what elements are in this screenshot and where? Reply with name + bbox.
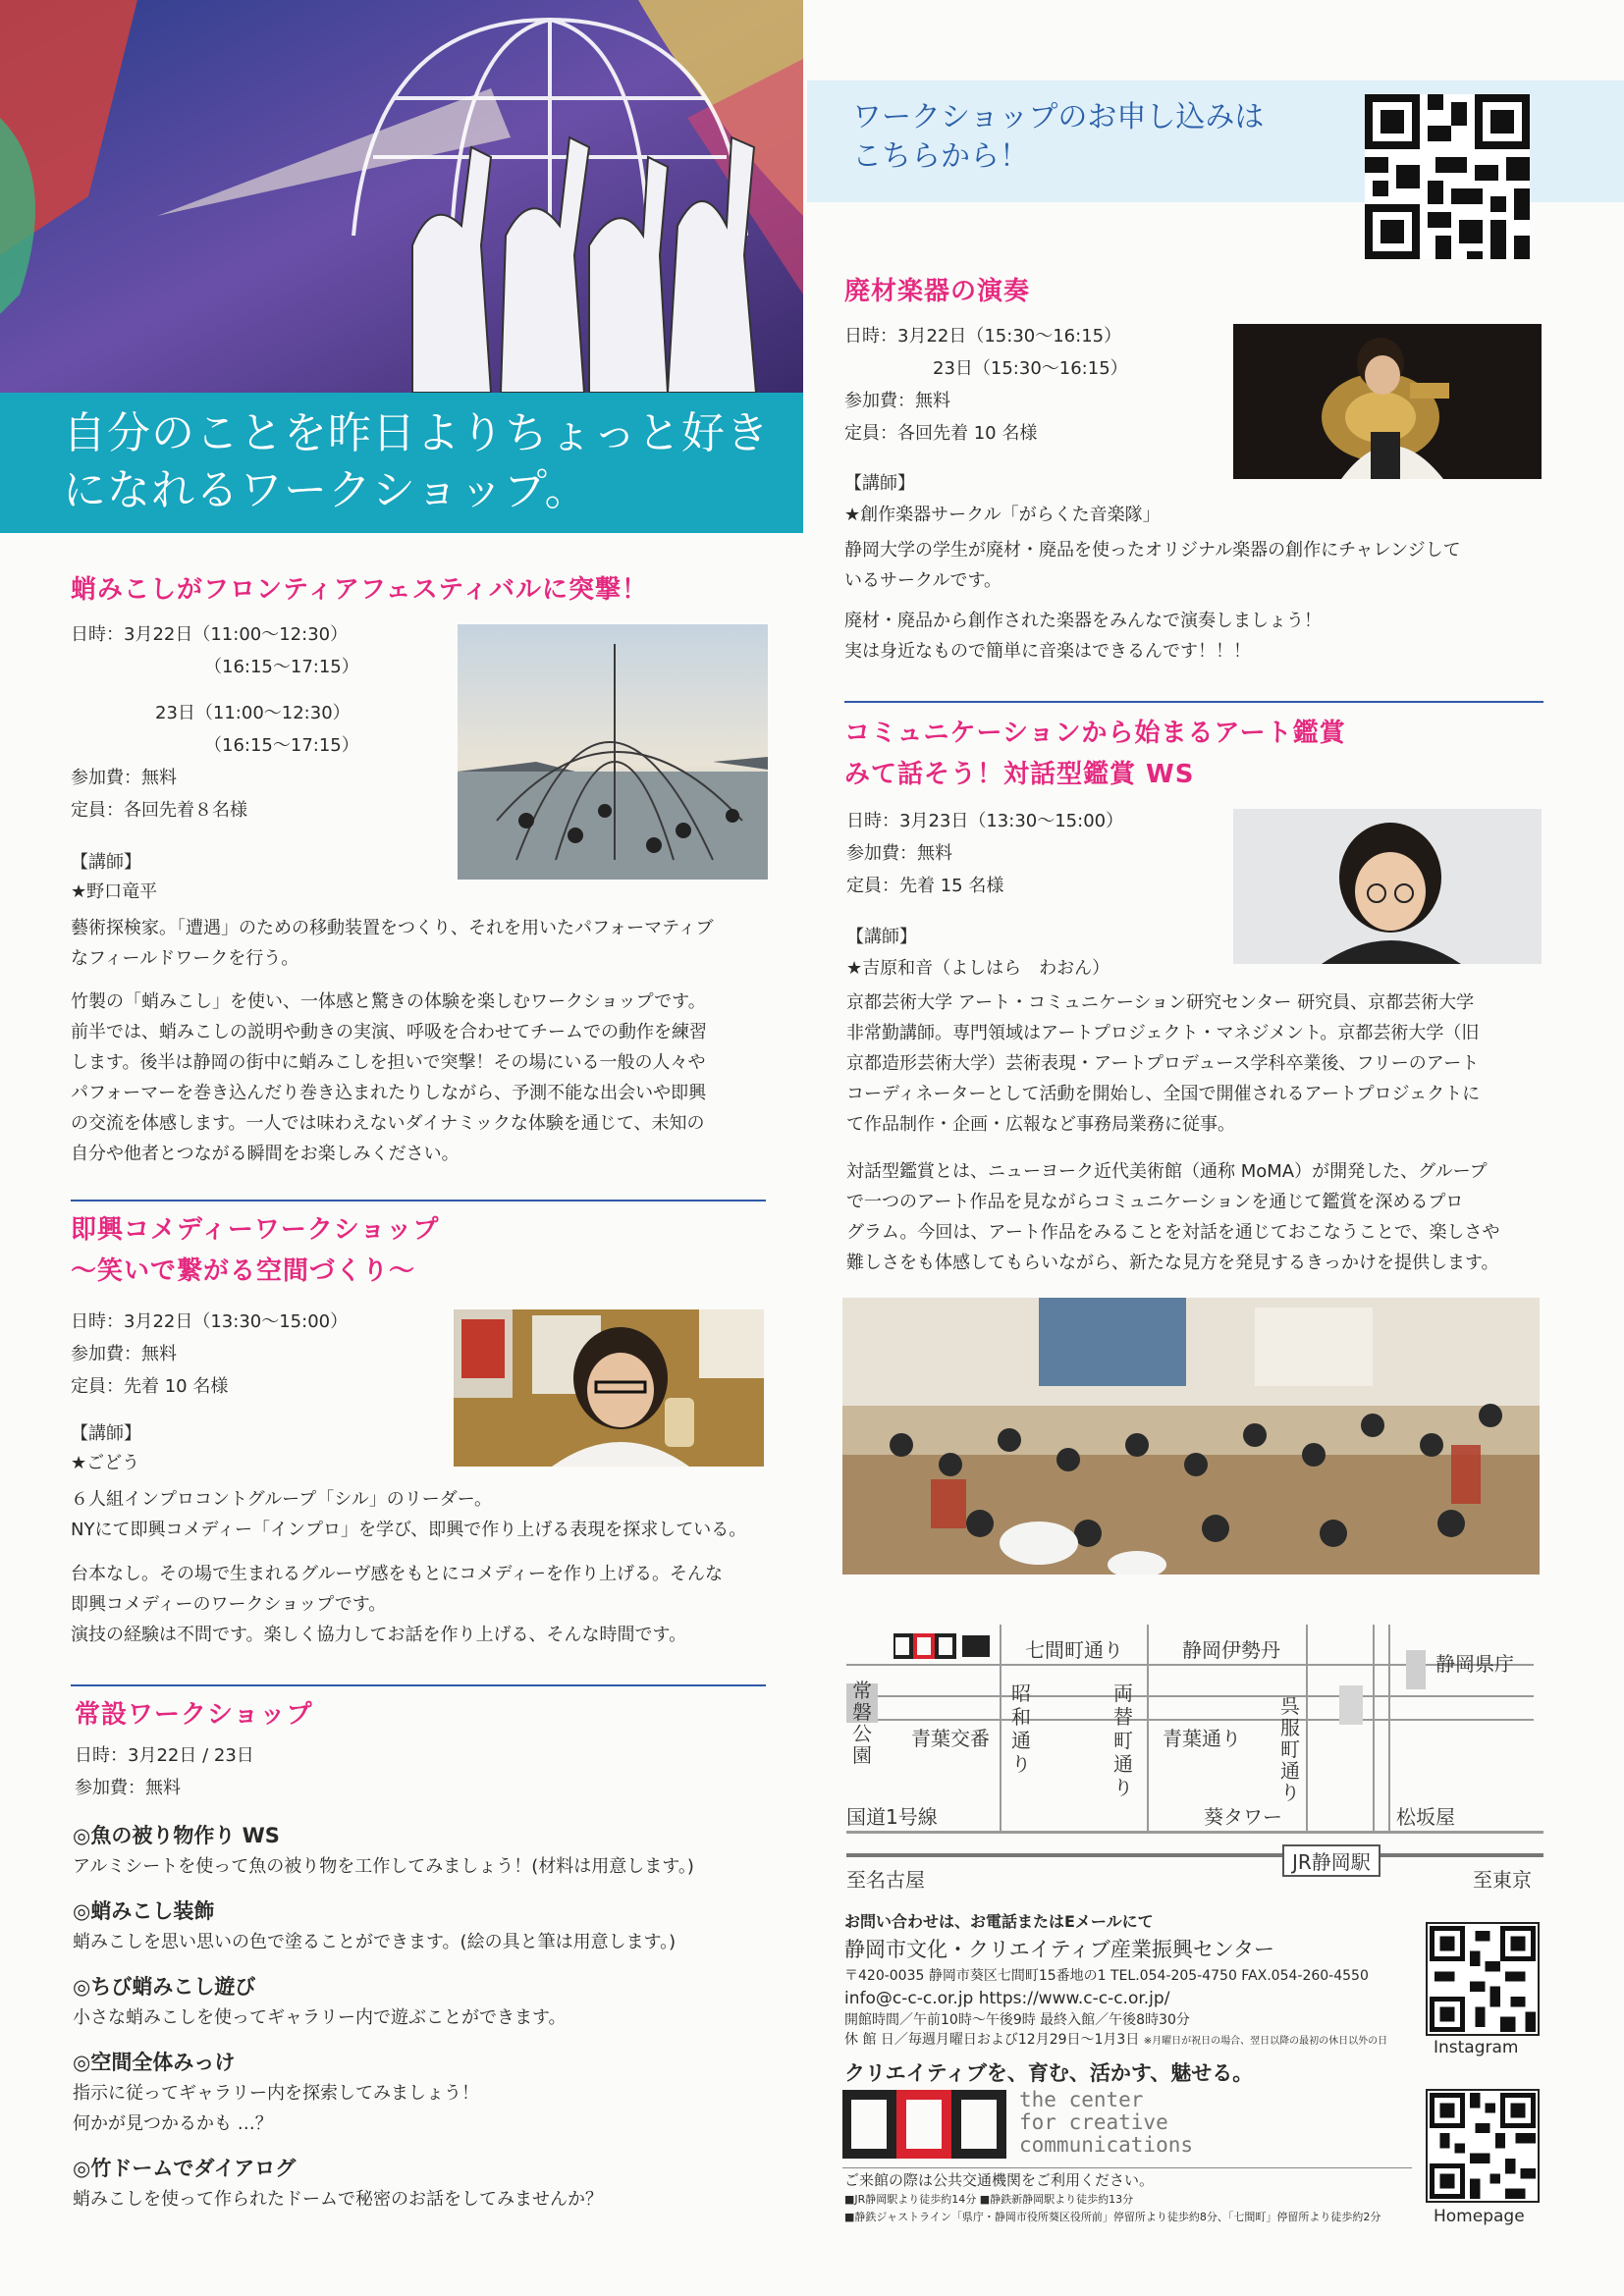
ccc-logo-mark-icon bbox=[842, 2089, 1009, 2160]
ws3-title: 常設ワークショップ bbox=[75, 1700, 313, 1730]
ws2-title-line1: 即興コメディーワークショップ bbox=[71, 1215, 440, 1245]
ws1-desc-line6: 自分や他者とつながる瞬間をお楽しみください。 bbox=[71, 1144, 460, 1164]
map-label-matsuzakaya: 松坂屋 bbox=[1396, 1805, 1455, 1829]
ws2-description bbox=[71, 1559, 787, 1650]
ws3-item-4-head: ◎空間全体みっけ bbox=[73, 2051, 236, 2074]
access-map[interactable] bbox=[842, 1625, 1542, 1890]
map-label-ryogae: 両替町通り bbox=[1113, 1682, 1133, 1799]
map-label-showa: 昭和通り bbox=[1011, 1682, 1031, 1776]
ws3-item-5-head: ◎竹ドームでダイアログ bbox=[73, 2157, 297, 2180]
map-road-gofuku bbox=[1306, 1625, 1308, 1833]
ws2-fee: 参加費：無料 bbox=[71, 1344, 177, 1364]
map-road-east2 bbox=[1388, 1625, 1390, 1833]
contact-hours: 開館時間／午前10時〜午後9時 最終入館／午後8時30分 bbox=[844, 2012, 1190, 2028]
map-label-aoba-dori: 青葉通り bbox=[1163, 1727, 1241, 1750]
ws4-capacity: 定員：各回先着 10 名様 bbox=[844, 423, 1038, 444]
ws1-date-line3: 23日（11:00〜12:30） bbox=[155, 703, 351, 723]
ws4-date-line2: 23日（15:30〜16:15） bbox=[933, 358, 1128, 379]
transit-note: ご来館の際は公共交通機関をご利用ください。 bbox=[844, 2171, 1155, 2189]
divider-ws2 bbox=[71, 1684, 766, 1686]
map-kencho-block bbox=[1406, 1650, 1426, 1689]
ws1-description bbox=[71, 987, 787, 1169]
ws4-instructor-label: 【講師】 bbox=[844, 473, 915, 494]
ws1-photo-image bbox=[458, 624, 768, 880]
ws2-bio-line1: ６人組インプロコントグループ「シル」のリーダー。 bbox=[71, 1489, 493, 1510]
map-label-isetan: 静岡伊勢丹 bbox=[1182, 1638, 1280, 1662]
hero-image bbox=[0, 0, 803, 393]
ws2-instructor-name: ★ごどう bbox=[71, 1453, 140, 1473]
ws4-description bbox=[844, 606, 1551, 667]
ws1-instructor-label: 【講師】 bbox=[71, 852, 141, 873]
ws5-photo-image bbox=[1233, 809, 1542, 964]
homepage-label: Homepage bbox=[1434, 2207, 1525, 2226]
ws3-item-4-text2: 何かが見つかるかも …？ bbox=[73, 2113, 273, 2134]
ws4-desc-line2: 実は身近なもので簡単に音楽はできるんです！！！ bbox=[844, 641, 1251, 662]
ws1-title: 蛸みこしがフロンティアフェスティバルに突撃！ bbox=[71, 575, 649, 605]
ws5-info bbox=[846, 805, 1123, 902]
ws3-item-1-head: ◎魚の被り物作り WS bbox=[73, 1824, 280, 1847]
ws5-date: 日時：3月23日（13:30〜15:00） bbox=[846, 811, 1124, 831]
ws1-info bbox=[71, 618, 444, 827]
contact-email[interactable]: info@c-c-c.or.jp https://www.c-c-c.or.jp/ bbox=[844, 1989, 1170, 2008]
map-road-top bbox=[846, 1664, 1534, 1666]
ws3-item-3-text: 小さな蛸みこしを使ってギャラリー内で遊ぶことができます。 bbox=[73, 2007, 567, 2028]
logo-en-line3: communications bbox=[1019, 2133, 1194, 2157]
map-road-mid2 bbox=[846, 1719, 1534, 1721]
ws2-bio bbox=[71, 1484, 787, 1545]
divider-ws1 bbox=[71, 1200, 766, 1201]
ws5-bio-line5: て作品制作・企画・広報など事務局業務に従事。 bbox=[846, 1114, 1235, 1135]
ccc-logo[interactable] bbox=[842, 2089, 1274, 2160]
map-label-route1: 国道1号線 bbox=[846, 1805, 938, 1829]
map-label-tokiwa: 常磐公園 bbox=[852, 1679, 872, 1767]
ws5-desc-line1: 対話型鑑賞とは、ニューヨーク近代美術館（通称 MoMA）が開発した、グループ bbox=[846, 1161, 1488, 1182]
ws4-photo-image bbox=[1233, 324, 1542, 479]
map-road-route1 bbox=[846, 1831, 1543, 1834]
contact-address: 〒420-0035 静岡市葵区七間町15番地の1 TEL.054-205-4750 FAX.054-260-4550 bbox=[844, 1968, 1369, 1984]
ws3-item-3 bbox=[73, 1971, 799, 2033]
ws5-group-photo bbox=[842, 1298, 1540, 1575]
ws2-desc-line1: 台本なし。その場で生まれるグルーヴ感をもとにコメディーを作り上げる。そんな bbox=[71, 1564, 724, 1584]
ws4-bio-line2: いるサークルです。 bbox=[844, 570, 1002, 591]
divider-ws4 bbox=[844, 701, 1543, 703]
ws3-item-4 bbox=[73, 2047, 799, 2139]
ws5-description bbox=[846, 1156, 1553, 1278]
ws2-photo-image bbox=[454, 1309, 764, 1467]
map-label-to-tokyo: 至東京 bbox=[1473, 1868, 1532, 1892]
logo-en-line2: for creative bbox=[1019, 2110, 1168, 2134]
contact-block bbox=[844, 1910, 1434, 2091]
ws5-instructor-name: ★吉原和音（よしはら わおん） bbox=[846, 958, 1110, 979]
signup-qr-code[interactable] bbox=[1365, 94, 1530, 259]
ws1-capacity: 定員：各回先着８名様 bbox=[71, 800, 247, 821]
ws4-fee: 参加費：無料 bbox=[844, 391, 950, 411]
ws3-item-3-head: ◎ちび蛸みこし遊び bbox=[73, 1975, 256, 1999]
contact-tagline: クリエイティブを、育む、活かす、魅せる。 bbox=[844, 2061, 1254, 2085]
ws5-desc-line2: で一つのアート作品を見ながらコミュニケーションを通じて鑑賞を深めるプロ bbox=[846, 1192, 1464, 1212]
ws5-bio-line3: 京都造形芸術大学）芸術表現・アートプロデュース学科卒業後、フリーのアート bbox=[846, 1053, 1480, 1074]
signup-line1: ワークショップのお申し込みは bbox=[852, 100, 1265, 134]
instagram-qr-icon bbox=[1430, 1926, 1536, 2032]
ws4-instructor-name: ★創作楽器サークル「がらくた音楽隊」 bbox=[844, 505, 1161, 525]
signup-text bbox=[852, 98, 1264, 177]
ws2-date: 日時：3月22日（13:30〜15:00） bbox=[71, 1311, 349, 1332]
ws1-date-line1: 日時：3月22日（11:00〜12:30） bbox=[71, 624, 349, 645]
ws2-instructor-label: 【講師】 bbox=[71, 1423, 141, 1444]
ws5-bio-line1: 京都芸術大学 アート・コミュニケーション研究センター 研究員、京都芸術大学 bbox=[846, 992, 1475, 1013]
ws1-desc-line5: の交流を体感します。一人では味わえないダイナミックな体験を通じて、未知の bbox=[71, 1113, 705, 1134]
ws1-date-line2: （16:15〜17:15） bbox=[204, 657, 359, 677]
qr-icon bbox=[1365, 94, 1530, 259]
ws3-item-2 bbox=[73, 1896, 799, 1957]
ws5-group-photo-image bbox=[842, 1298, 1540, 1575]
contact-closed-text: 休 館 日／毎週月曜日および12月29日〜1月3日 bbox=[844, 2032, 1140, 2048]
ws4-bio-line1: 静岡大学の学生が廃材・廃品を使ったオリジナル楽器の創作にチャレンジして bbox=[844, 540, 1461, 561]
ws1-bio-line1: 藝術探検家。「遭遇」のための移動装置をつくり、それを用いたパフォーマティブ bbox=[71, 918, 714, 938]
ws2-capacity: 定員：先着 10 名様 bbox=[71, 1376, 229, 1397]
ws1-desc-line3: します。後半は静岡の街中に蛸みこしを担いで突撃！その場にいる一般の人々や bbox=[71, 1052, 706, 1073]
map-label-gofuku: 呉服町通り bbox=[1280, 1694, 1300, 1804]
ws2-bio-line2: NYにて即興コメディー「インプロ」を学び、即興で作り上げる表現を探求している。 bbox=[71, 1520, 747, 1540]
ws3-item-2-head: ◎蛸みこし装飾 bbox=[73, 1899, 215, 1923]
ws5-desc-line4: 難しさをも体感してもらいながら、新たな見方を発見するきっかけを提供します。 bbox=[846, 1253, 1499, 1273]
contact-org: 静岡市文化・クリエイティブ産業振興センター bbox=[844, 1938, 1275, 1961]
hero-illustration bbox=[0, 0, 803, 393]
ws3-item-1 bbox=[73, 1820, 799, 1882]
ws4-info bbox=[844, 320, 1128, 450]
homepage-qr-code[interactable] bbox=[1426, 2089, 1540, 2203]
contact-closed-note: ※月曜日が祝日の場合、翌日以降の最初の休日以外の日 bbox=[1143, 2036, 1388, 2047]
hero-headline-line2: になれるワークショップ。 bbox=[63, 465, 589, 515]
map-isetan-block bbox=[1339, 1685, 1363, 1725]
ws5-title bbox=[844, 713, 1346, 795]
ws1-bio-line2: なフィールドワークを行う。 bbox=[71, 948, 299, 969]
ws4-date-line1: 日時：3月22日（15:30〜16:15） bbox=[844, 326, 1122, 347]
signup-line2: こちらから！ bbox=[852, 139, 1029, 174]
contact-heading: お問い合わせは、お電話またはEメールにて bbox=[844, 1912, 1154, 1931]
ccc-logo-icon bbox=[893, 1632, 992, 1660]
ws3-info bbox=[75, 1739, 254, 1804]
ws5-photo bbox=[1233, 809, 1542, 964]
ws2-info bbox=[71, 1306, 348, 1403]
ws5-title-line2: みて話そう！対話型鑑賞 WS bbox=[844, 760, 1195, 789]
ws3-date: 日時：3月22日 / 23日 bbox=[75, 1745, 254, 1766]
instagram-label: Instagram bbox=[1434, 2038, 1519, 2057]
ws1-desc-line1: 竹製の「蛸みこし」を使い、一体感と驚きの体験を楽しむワークショップです。 bbox=[71, 991, 706, 1012]
ws2-title bbox=[71, 1209, 439, 1292]
ws3-item-5-text: 蛸みこしを使って作られたドームで秘密のお話をしてみませんか？ bbox=[73, 2189, 603, 2210]
map-railway bbox=[846, 1853, 1543, 1857]
map-label-kencho: 静岡県庁 bbox=[1435, 1652, 1514, 1676]
map-road-showa bbox=[1000, 1625, 1001, 1833]
ws5-desc-line3: グラム。今回は、アート作品をみることを対話を通じておこなうことで、楽しさや bbox=[846, 1222, 1500, 1243]
ws5-capacity: 定員：先着 15 名様 bbox=[846, 876, 1004, 896]
ccc-map-logo bbox=[893, 1632, 992, 1660]
ws5-fee: 参加費：無料 bbox=[846, 843, 952, 864]
ws5-bio-line4: コーディネーターとして活動を開始し、全国で開催されるアートプロジェクトに bbox=[846, 1084, 1481, 1104]
ws1-desc-line2: 前半では、蛸みこしの説明や動きの実演、呼吸を合わせてチームでの動作を練習 bbox=[71, 1022, 707, 1042]
ws4-photo bbox=[1233, 324, 1542, 479]
homepage-qr-icon bbox=[1430, 2093, 1536, 2199]
ws1-date-line4: （16:15〜17:15） bbox=[204, 735, 359, 756]
access-line1: ■JR静岡駅より徒歩約14分 ■静鉄新静岡駅より徒歩約13分 bbox=[844, 2193, 1134, 2206]
map-road-mid bbox=[846, 1695, 1534, 1697]
map-road-east bbox=[1373, 1625, 1375, 1833]
hero-headline-line1: 自分のことを昨日よりちょっと好き bbox=[63, 408, 770, 458]
ws5-bio-line2: 非常勤講師。専門領域はアートプロジェクト・マネジメント。京都芸術大学（旧 bbox=[846, 1023, 1480, 1043]
ws3-item-1-text: アルミシートを使って魚の被り物を工作してみましょう！(材料は用意します。) bbox=[73, 1856, 694, 1877]
ws1-bio bbox=[71, 913, 778, 974]
map-label-station: JR静岡駅 bbox=[1282, 1844, 1380, 1877]
instagram-qr-code[interactable] bbox=[1426, 1922, 1540, 2036]
ws2-photo bbox=[454, 1309, 764, 1467]
ws2-desc-line3: 演技の経験は不問です。楽しく協力してお話を作り上げる、そんな時間です。 bbox=[71, 1625, 687, 1645]
ws3-fee: 参加費：無料 bbox=[75, 1778, 181, 1798]
ws4-bio bbox=[844, 535, 1551, 596]
ws1-fee: 参加費：無料 bbox=[71, 768, 177, 788]
access-line2: ■静鉄ジャストライン「県庁・静岡市役所葵区役所前」停留所より徒歩約8分、「七間町」停留所より徒歩約2分 bbox=[844, 2211, 1381, 2223]
ws5-title-line1: コミュニケーションから始まるアート鑑賞 bbox=[844, 719, 1346, 748]
ws4-desc-line1: 廃材・廃品から創作された楽器をみんなで演奏しましょう！ bbox=[844, 611, 1322, 631]
ws5-bio bbox=[846, 988, 1553, 1140]
ws3-item-5 bbox=[73, 2153, 799, 2215]
transit-block bbox=[844, 2169, 1453, 2226]
ws4-title: 廃材楽器の演奏 bbox=[844, 277, 1031, 306]
ws1-instructor-name: ★野口竜平 bbox=[71, 881, 158, 902]
map-label-shichiken: 七間町通り bbox=[1025, 1638, 1123, 1662]
map-label-aoi: 葵タワー bbox=[1204, 1805, 1282, 1829]
ws5-instructor-label: 【講師】 bbox=[846, 927, 917, 947]
ws1-photo bbox=[458, 624, 768, 880]
map-label-aoba-koban: 青葉交番 bbox=[911, 1727, 990, 1750]
ws2-desc-line2: 即興コメディーのワークショップです。 bbox=[71, 1594, 387, 1615]
map-road-ryogae bbox=[1147, 1625, 1149, 1833]
contact-closed bbox=[844, 2030, 1434, 2052]
logo-en-line1: the center bbox=[1019, 2088, 1144, 2111]
ws3-activity-list bbox=[73, 1820, 799, 2215]
ws3-item-4-text: 指示に従ってギャラリー内を探索してみましょう！ bbox=[73, 2083, 479, 2104]
hero-headline-band bbox=[0, 393, 803, 533]
footer-divider bbox=[842, 2167, 1412, 2168]
ws1-desc-line4: パフォーマーを巻き込んだり巻き込まれたりしながら、予測不能な出会いや即興 bbox=[71, 1083, 707, 1103]
map-label-to-nagoya: 至名古屋 bbox=[846, 1868, 925, 1892]
ws2-title-line2: 〜笑いで繋がる空間づくり〜 bbox=[71, 1256, 416, 1286]
ws3-item-2-text: 蛸みこしを思い思いの色で塗ることができます。(絵の具と筆は用意します。) bbox=[73, 1932, 677, 1952]
